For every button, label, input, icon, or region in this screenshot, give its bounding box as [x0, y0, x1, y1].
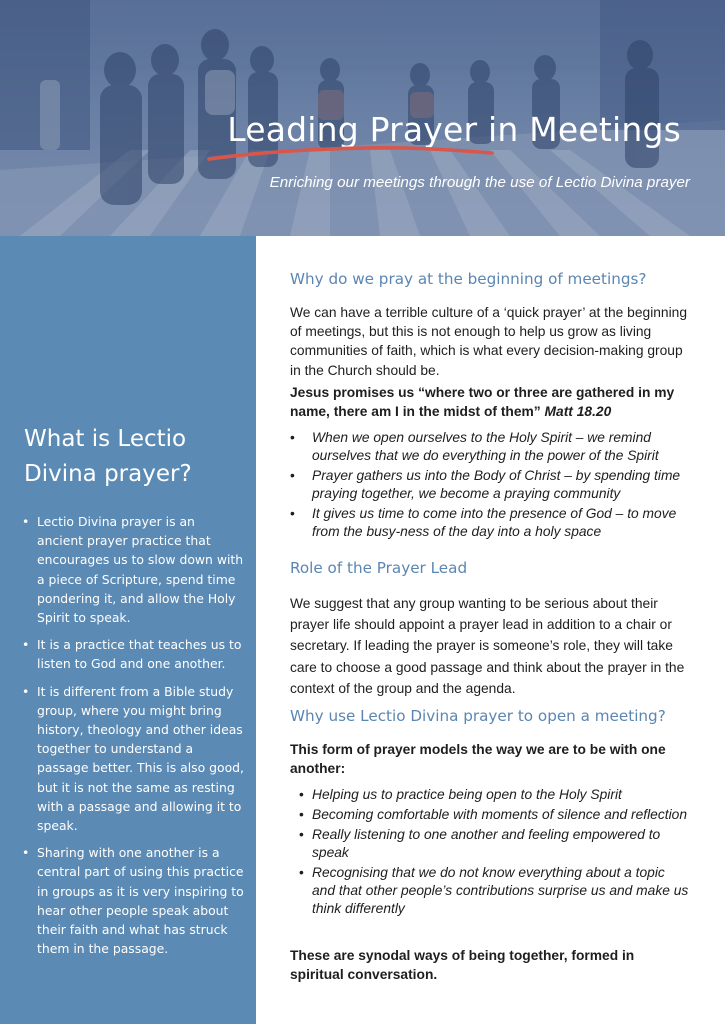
- list-item-text: Recognising that we do not know everything about a topic and that other people’s contributions surprise us and make us think differently: [312, 865, 689, 916]
- bullet-marker: •: [299, 787, 304, 802]
- scripture-reference: Matt 18.20: [544, 404, 612, 420]
- page-title: Leading Prayer in Meetings: [227, 110, 681, 149]
- list-item-text: Helping us to practice being open to the Holy Spirit: [312, 787, 622, 802]
- list-item-text: Prayer gathers us into the Body of Christ – by spending time praying together, we become a praying community: [312, 468, 681, 501]
- title-underline-stroke: [206, 142, 496, 164]
- prayer-lead-paragraph: We suggest that any group wanting to be serious about their prayer life should appoint a prayer lead in addition to a chair or secretary. If leading the prayer is someone’s role, they will take care to choose a good passage and think about the prayer in the context of the group and the agenda.: [290, 596, 685, 696]
- list-item: [290, 786, 690, 804]
- bullet-marker: •: [22, 845, 30, 861]
- promise-text: Jesus promises us “where two or three are gathered in my name, there am I in the midst of them”: [290, 385, 675, 420]
- sidebar-bullet-text: Sharing with one another is a central part of using this practice in groups as it is very inspiring to hear other people speak about their faith and what has struck them in the passage.: [37, 845, 244, 957]
- lectio-intro: This form of prayer models the way we are to be with one another:: [290, 742, 666, 777]
- header-photo: [0, 0, 725, 236]
- sidebar-bullet-item: [22, 843, 244, 958]
- bullet-marker: •: [299, 865, 304, 880]
- list-item-text: Really listening to one another and feeling empowered to speak: [312, 827, 661, 860]
- sidebar-bullet-item: [22, 512, 244, 627]
- list-item: [290, 429, 690, 465]
- list-item-text: When we open ourselves to the Holy Spirit – we remind ourselves that we do everything in the power of the Spirit: [312, 430, 659, 463]
- list-item: [290, 467, 690, 503]
- scripture-promise: [290, 383, 690, 421]
- closing-statement: These are synodal ways of being together, formed in spiritual conversation.: [290, 948, 635, 983]
- list-item-text: It gives us time to come into the presence of God – to move from the busy-ness of the day into a holy space: [312, 506, 677, 539]
- section-intro-paragraph: We can have a terrible culture of a ‘quick prayer’ at the beginning of meetings, but this is not enough to help us grow as living communities of faith, which is what every decision-making group in the Church should be.: [290, 305, 688, 378]
- section-heading-why-lectio: Why use Lectio Divina prayer to open a meeting?: [290, 707, 666, 725]
- why-lectio-bullet-list: [290, 786, 690, 920]
- sidebar-heading: What is Lectio Divina prayer?: [24, 426, 192, 487]
- bullet-marker: •: [22, 514, 30, 529]
- sidebar-bullet-list: [22, 512, 244, 966]
- page-subtitle: Enriching our meetings through the use of Lectio Divina prayer: [269, 174, 690, 191]
- sidebar-bullet-text: Lectio Divina prayer is an ancient prayer practice that encourages us to slow down with a piece of Scripture, spend time pondering it, and allow the Holy Spirit to speak.: [37, 514, 244, 626]
- why-pray-bullet-list: [290, 429, 690, 543]
- bullet-marker: •: [22, 637, 30, 653]
- sidebar-bullet-text: It is different from a Bible study group, where you might bring history, theology and other ideas together to understand a passage better. This is also good, but it is not the same as resting with a passage and allowing it to speak.: [37, 683, 244, 834]
- list-item: [290, 505, 690, 541]
- section-heading-prayer-lead: Role of the Prayer Lead: [290, 559, 468, 577]
- bullet-marker: •: [290, 430, 295, 445]
- list-item: [290, 826, 690, 862]
- sidebar-bullet-item: [22, 635, 244, 673]
- bullet-marker: •: [299, 807, 304, 822]
- section-heading-why-pray: Why do we pray at the beginning of meetings?: [290, 270, 647, 288]
- bullet-marker: •: [299, 827, 304, 842]
- bullet-marker: •: [22, 683, 30, 699]
- bullet-marker: •: [290, 506, 295, 521]
- sidebar-bullet-text: It is a practice that teaches us to listen to God and one another.: [37, 637, 242, 672]
- lectio-divina-sidebar: [0, 236, 256, 1024]
- list-item-text: Becoming comfortable with moments of silence and reflection: [312, 807, 687, 822]
- bullet-marker: •: [290, 468, 295, 483]
- sidebar-bullet-item: [22, 682, 244, 836]
- list-item: [290, 806, 690, 824]
- list-item: [290, 864, 690, 918]
